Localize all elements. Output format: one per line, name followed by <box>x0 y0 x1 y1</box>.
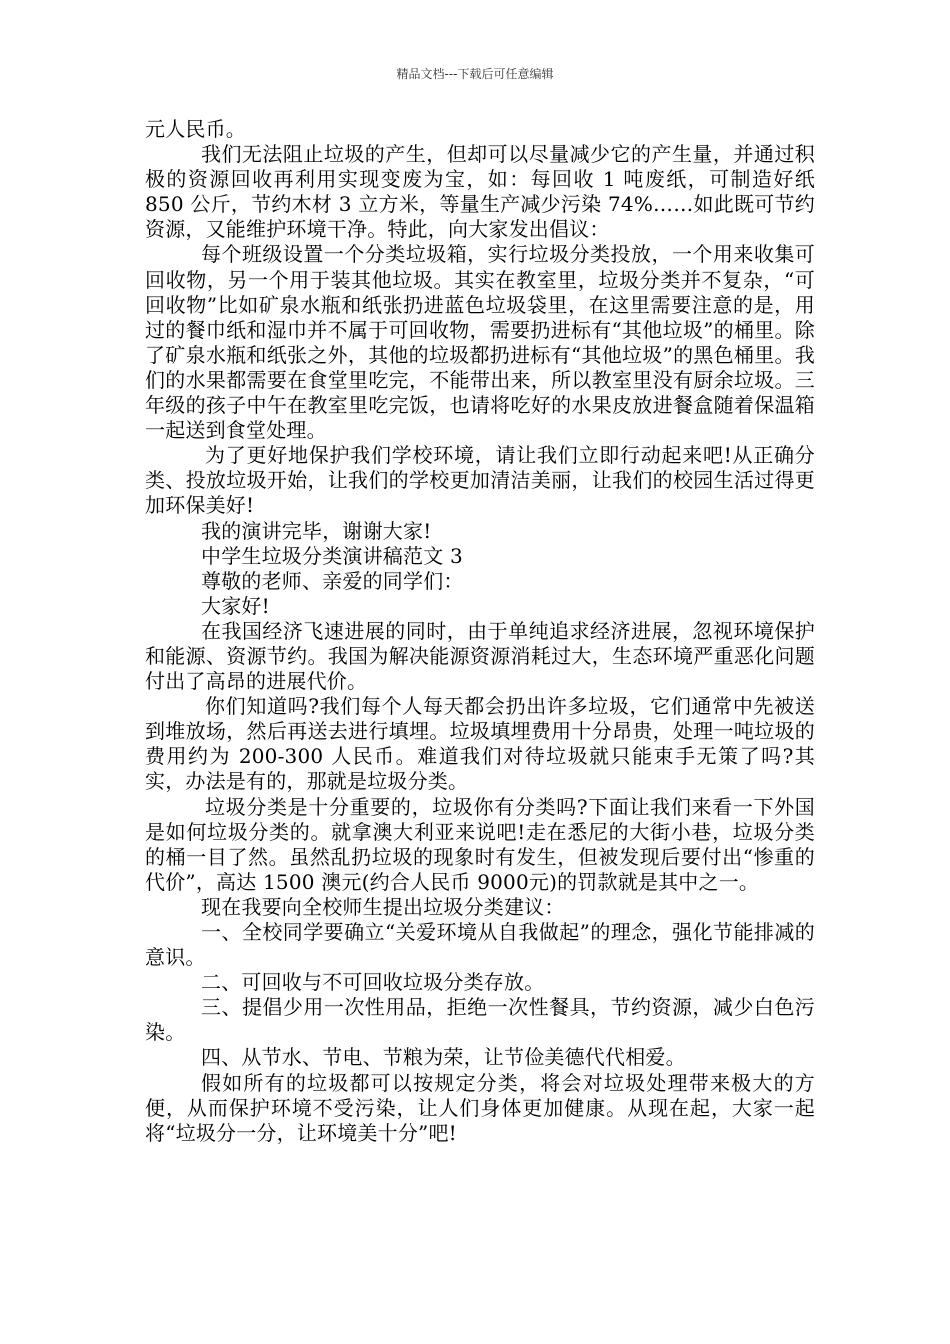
paragraph-class-bins: 每个班级设置一个分类垃圾箱，实行垃圾分类投放，一个用来收集可回收物，另一个用于装其他垃圾。其实在教室里，垃圾分类并不复杂，“可回收物”比如矿泉水瓶和纸张扔进蓝色垃圾袋里，在这里需要注意的是，用过的餐巾纸和湿巾并不属于可回收物，需要扔进标有“其他垃圾”的桶里。除了矿泉水瓶和纸张之外，其他的垃圾都扔进标有“其他垃圾”的黑色桶里。我们的水果都需要在食堂里吃完，不能带出来，所以教室里没有厨余垃圾。三年级的孩子中午在教室里吃完饭，也请将吃好的水果皮放进餐盒随着保温箱一起送到食堂处理。 <box>145 242 815 443</box>
paragraph-suggestions-intro: 现在我要向全校师生提出垃圾分类建议： <box>201 894 565 919</box>
page-header: 精品文档---下载后可任意编辑 <box>396 67 554 81</box>
suggestion-item-4: 四、从节水、节电、节粮为荣，让节俭美德代代相爱。 <box>201 1045 686 1070</box>
section-title: 中学生垃圾分类演讲稿范文 3 <box>201 543 463 568</box>
suggestion-item-1: 一、全校同学要确立“关爱环境从自我做起”的理念，强化节能排减的意识。 <box>145 920 815 970</box>
paragraph-landfill: 你们知道吗?我们每个人每天都会扔出许多垃圾，它们通常中先被送到堆放场，然后再送去进行填埋。垃圾填埋费用十分昂贵，处理一吨垃圾的费用约为 200-300 人民币。难道我们对待垃圾就只能束手无策了吗?其实，办法是有的，那就是垃圾分类。 <box>145 694 815 794</box>
paragraph-continuation: 元人民币。 <box>145 117 246 141</box>
paragraph-closing: 我的演讲完毕，谢谢大家! <box>201 518 432 543</box>
salutation: 尊敬的老师、亲爱的同学们： <box>201 568 464 593</box>
paragraph-australia: 垃圾分类是十分重要的，垃圾你有分类吗?下面让我们来看一下外国是如何垃圾分类的。就拿澳大利亚来说吧!走在悉尼的大街小巷，垃圾分类的桶一目了然。虽然乱扔垃圾的现象时有发生，但被发现后要付出“惨重的代价”，高达 1500 澳元(约合人民币 9000元)的罚款就是其中之一。 <box>145 794 815 894</box>
document-body <box>145 117 815 1146</box>
paragraph-economy: 在我国经济飞速进展的同时，由于单纯追求经济进展，忽视环境保护和能源、资源节约。我国为解决能源资源消耗过大，生态环境严重恶化问题付出了高昂的进展代价。 <box>145 618 815 694</box>
paragraph-recycling-intro: 我们无法阻止垃圾的产生，但却可以尽量减少它的产生量，并通过积极的资源回收再利用实现变废为宝，如：每回收 1 吨废纸，可制造好纸 850 公斤，节约木材 3 立方米，等量生产减少污染 74%……如此既可节约资源，又能维护环境干净。特此，向大家发出倡议： <box>145 142 815 242</box>
suggestion-item-3: 三、提倡少用一次性用品，拒绝一次性餐具，节约资源，减少白色污染。 <box>145 995 815 1045</box>
paragraph-call-to-action: 为了更好地保护我们学校环境，请让我们立即行动起来吧!从正确分类、投放垃圾开始，让我们的学校更加清洁美丽，让我们的校园生活过得更加环保美好! <box>145 443 815 518</box>
paragraph-conclusion: 假如所有的垃圾都可以按规定分类，将会对垃圾处理带来极大的方便，从而保护环境不受污染，让人们身体更加健康。从现在起，大家一起将“垃圾分一分，让环境美十分”吧! <box>145 1070 815 1145</box>
suggestion-item-2: 二、可回收与不可回收垃圾分类存放。 <box>201 970 545 995</box>
greeting: 大家好! <box>201 593 270 618</box>
